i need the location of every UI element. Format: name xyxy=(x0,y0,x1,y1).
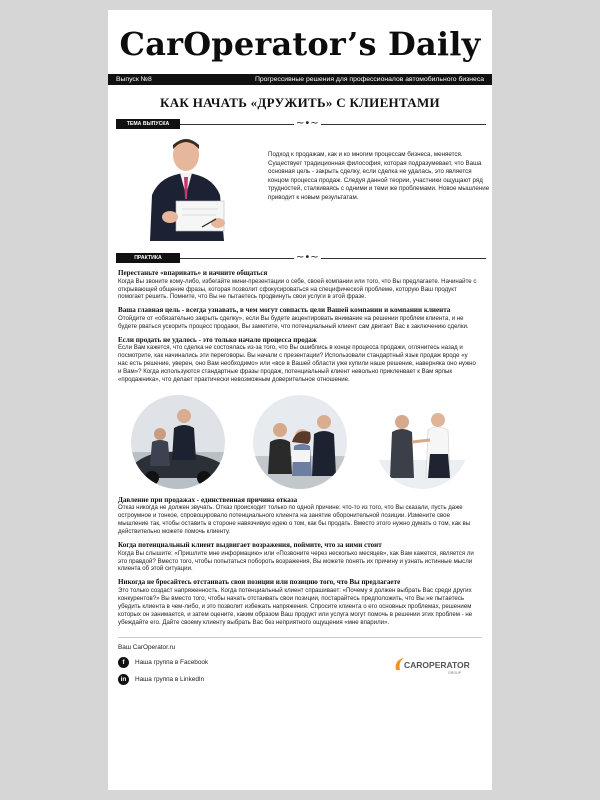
article-block xyxy=(118,306,478,330)
showroom-photo-1 xyxy=(130,394,226,490)
block-heading: Когда потенциальный клиент выдвигает возражения, поймите, что за ними стоит xyxy=(118,541,382,550)
ornament-icon: ~•~ xyxy=(296,118,319,129)
block-text: Отойдите от «обязательно закрыть сделку», если Вы будете акцентировать внимание на решении проблем клиента, и не будете рваться ускорить процесс продажи, Вы заметите, что потенциальный клиент сам двигает Вас к заключению сделки. xyxy=(118,314,469,330)
facebook-label: Наша группа в Facebook xyxy=(135,658,209,666)
showroom-photo-3 xyxy=(374,394,470,490)
block-heading: Перестаньте «впаривать» и начните общаться xyxy=(118,269,268,277)
article-block xyxy=(118,541,478,573)
issue-bar xyxy=(108,74,492,85)
block-text: Когда Вы слышите: «Пришлите мне информацию» или «Позвоните через несколько месяцев», как Вам кажется, является ли это правдой? Вместо того, чтобы попытаться побороть возражения, Вы можете понять их причину и узнать истинные мысли клиента об этой ситуации. xyxy=(118,549,474,573)
logo-wordmark: CAROPERATOR xyxy=(404,659,470,670)
article-block xyxy=(118,269,478,301)
showroom-photo-2 xyxy=(252,394,348,490)
block-text: Если Вам кажется, что сделка не состоялась из-за того, что Вы ошиблись в конце процесса продажи, оглянитесь назад и посмотрите, как начинались эти переговоры. Вы начали с презентации? Использовали стандартный язык продаж вроде «у нас есть решение, уверен, оно Вам необходимо» или «все в Вашей области уже купили наше решение, наверняка оно нужно и Вам»? Когда используются стандартные фразы продаж, потенциальный клиент невольно прикленвает к Вам ярлык «продажника», что делает практически невозможным доверительное отношение. xyxy=(118,344,476,383)
article-block xyxy=(118,496,478,536)
issue-tagline: Прогрессивные решения для профессионалов автомобильного бизнеса xyxy=(254,76,484,83)
block-text: Когда Вы звоните кому-либо, избегайте мини-презентации о себе, своей компании или того, что Вы предлагаете. Начинайте с открывающей общение фразы, которая позволит сфокусироваться на специфической проблеме, которую Ваш продукт помогает решить. Помните, что Вы не пытаетесь продвинуть свои услуги в этой фразе. xyxy=(118,277,477,301)
caroperator-logo[interactable] xyxy=(390,654,480,676)
block-text: Отказ никогда не должен звучать. Отказ происходит только по одной причине: что-то из того, что Вы сказали, пусть даже остроумное и тонкое, спровоцировало потенциального клиента на занятие оборонительной позиции. Измените свое мышление так, чтобы оставить в стороне навязчивую идею о том, как бы продать. Вместо этого нужно думать о том, как вы действительно можете помочь клиенту. xyxy=(118,504,471,536)
logo-swoosh xyxy=(396,658,404,670)
article-block xyxy=(118,336,478,384)
photo-circles xyxy=(130,394,470,490)
section-tag-topic: ТЕМА ВЫПУСКА xyxy=(116,119,180,129)
footer-site-link[interactable]: Ваш CarOperator.ru xyxy=(118,643,176,651)
divider-line xyxy=(180,258,486,259)
businessman-photo xyxy=(130,135,246,241)
article-block xyxy=(118,578,478,626)
block-heading: Никогда не бросайтесь отстаивать свои позиции или позицию того, что Вы предлагаете xyxy=(118,578,401,587)
section-divider-practice xyxy=(114,253,486,263)
block-text: Это только создаст напряженность. Когда потенциальный клиент спрашивает: «Почему я должен выбрать Вас среди других конкурентов?» Вы вместо того, чтобы начать отстаивать свои позиции, постарайтесь предположить, что Вы не пытаетесь убедить клиента в чем-либо, и это позволит избежать напряжения. Спросите клиента о его основных проблемах, решением которых он занимается, и затем оцените, каким образом Ваш продукт или услуга могут помочь в решении этих проблем - не убеждайте его. Дайте своему клиенту выбрать Вас без неприятного ощущения «мне впарили». xyxy=(118,586,473,626)
ornament-icon: ~•~ xyxy=(296,252,319,263)
divider-line xyxy=(180,124,486,125)
footer xyxy=(118,644,482,704)
linkedin-label: Наша группа в LinkedIn xyxy=(135,675,205,683)
block-heading: Если продать не удалось - это только начало процесса продаж xyxy=(118,335,317,344)
article-body-top xyxy=(118,269,478,384)
article-body-bottom xyxy=(118,496,478,627)
linkedin-icon: in xyxy=(118,674,129,685)
masthead-title: CarOperator’s Daily xyxy=(119,25,481,63)
section-divider-topic xyxy=(114,119,486,129)
facebook-icon: f xyxy=(118,657,129,668)
intro-section xyxy=(118,135,490,245)
block-heading: Давление при продажах - единственная причина отказа xyxy=(118,495,298,504)
article-headline: КАК НАЧАТЬ «ДРУЖИТЬ» С КЛИЕНТАМИ xyxy=(160,95,440,110)
section-tag-practice: ПРАКТИКА xyxy=(116,253,180,263)
newsletter-page xyxy=(108,10,492,790)
footer-divider xyxy=(118,637,482,638)
intro-text: Подход к продажам, как и ко многим процессам бизнеса, меняется. Существует традиционная философия, которая подразумевает, что Ваша основная цель - закрыть сделку, если сделка не удалась, это является концом процесса продаж. Следуя данной теории, участники ощущают ряд трудностей, сталкиваясь с одними и теми же проблемами. Новое мышление приводит к новым результатам. xyxy=(268,151,490,201)
logo-subtext: GROUP xyxy=(448,670,462,675)
block-heading: Ваша главная цель - всегда узнавать, в чем могут совпасть цели Вашей компании и компании клиента xyxy=(118,306,451,315)
issue-number: Выпуск №8 xyxy=(116,76,152,83)
